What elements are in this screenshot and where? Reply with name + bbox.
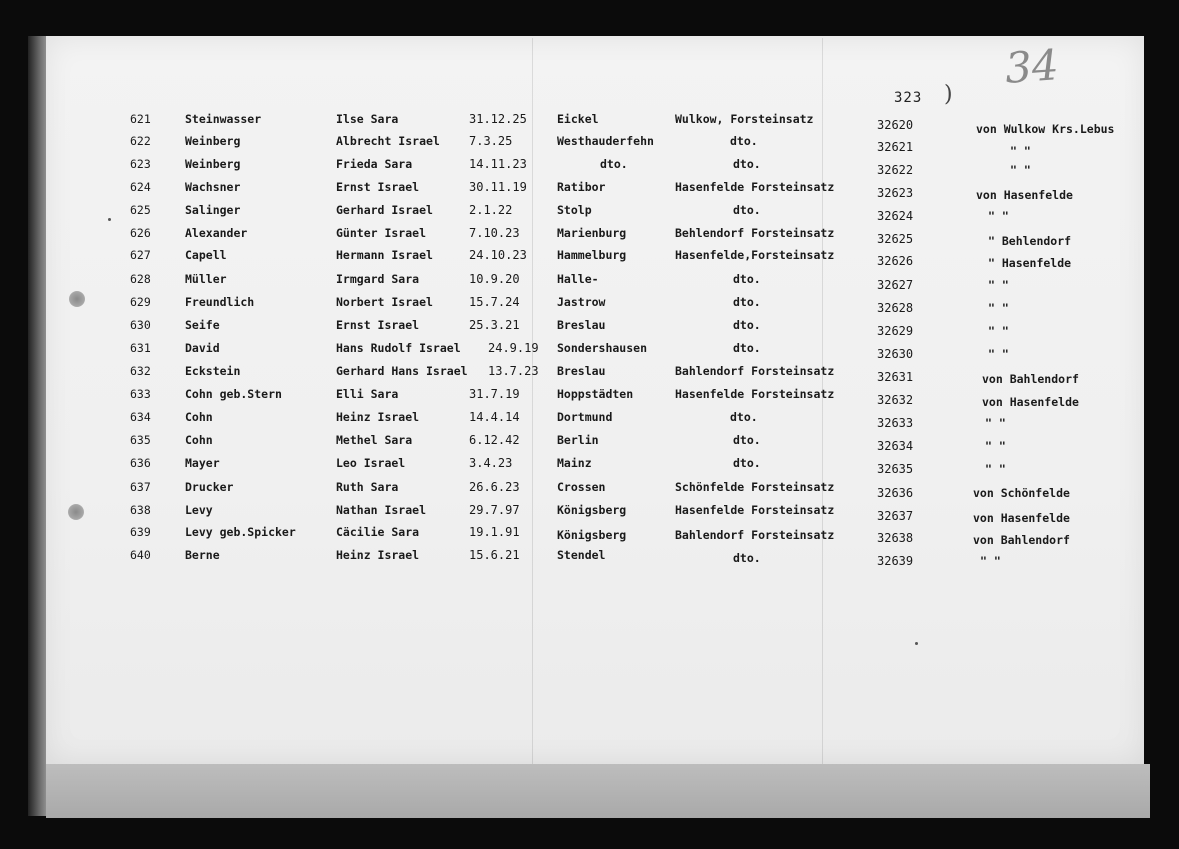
register-id: 32623 xyxy=(877,186,914,200)
birth-place: Stendel xyxy=(557,548,606,562)
origin-note: " " xyxy=(985,462,1006,476)
surname: Capell xyxy=(185,248,227,262)
birth-place: Königsberg xyxy=(557,503,627,517)
birth-place: Ratibor xyxy=(557,180,606,194)
surname: Müller xyxy=(185,272,227,286)
origin-note: von Hasenfelde xyxy=(973,511,1070,525)
table-row xyxy=(0,433,1179,455)
table-row xyxy=(0,410,1179,432)
origin-note: von Bahlendorf xyxy=(982,372,1079,386)
origin-note: " " xyxy=(988,209,1009,223)
surname: Levy xyxy=(185,503,213,517)
row-number: 629 xyxy=(130,295,151,309)
birth-place: Hammelburg xyxy=(557,248,627,262)
origin-note: von Schönfelde xyxy=(973,486,1070,500)
row-number: 634 xyxy=(130,410,151,424)
birth-place: Eickel xyxy=(557,112,599,126)
register-id: 32639 xyxy=(877,554,914,568)
surname: Mayer xyxy=(185,456,220,470)
register-id: 32631 xyxy=(877,370,914,384)
register-id: 32634 xyxy=(877,439,914,453)
origin-note: von Wulkow Krs.Lebus xyxy=(976,122,1115,136)
table-row xyxy=(0,203,1179,225)
birth-date: 31.7.19 xyxy=(469,387,520,401)
surname: Seife xyxy=(185,318,220,332)
origin-note: von Hasenfelde xyxy=(976,188,1073,202)
origin-note: " " xyxy=(988,347,1009,361)
table-row xyxy=(0,295,1179,317)
table-row xyxy=(0,456,1179,478)
row-number: 625 xyxy=(130,203,151,217)
birth-date: 29.7.97 xyxy=(469,503,520,517)
table-row xyxy=(0,525,1179,547)
surname: Cohn xyxy=(185,433,213,447)
register-id: 32625 xyxy=(877,232,914,246)
given-name: Cäcilie Sara xyxy=(336,525,420,539)
assignment: dto. xyxy=(733,341,761,355)
origin-note: " Behlendorf xyxy=(988,234,1072,248)
handwritten-number: 34 xyxy=(1003,40,1061,93)
assignment: dto. xyxy=(733,295,761,309)
birth-date: 3.4.23 xyxy=(469,456,513,470)
assignment: Bahlendorf Forsteinsatz xyxy=(675,364,835,378)
given-name: Hermann Israel xyxy=(336,248,433,262)
surname: Cohn xyxy=(185,410,213,424)
surname: Levy geb.Spicker xyxy=(185,525,296,539)
birth-place: Sondershausen xyxy=(557,341,648,355)
assignment: dto. xyxy=(733,456,761,470)
surname: Cohn geb.Stern xyxy=(185,387,282,401)
table-row xyxy=(0,248,1179,270)
row-number: 623 xyxy=(130,157,151,171)
birth-date: 26.6.23 xyxy=(469,480,520,494)
origin-note: " " xyxy=(988,301,1009,315)
register-id: 32627 xyxy=(877,278,914,292)
origin-note: " " xyxy=(1010,163,1031,177)
row-number: 640 xyxy=(130,548,151,562)
register-id: 32628 xyxy=(877,301,914,315)
assignment: dto. xyxy=(733,433,761,447)
birth-place: Breslau xyxy=(557,364,606,378)
given-name: Norbert Israel xyxy=(336,295,433,309)
given-name: Günter Israel xyxy=(336,226,427,240)
birth-place: Marienburg xyxy=(557,226,627,240)
birth-date: 14.11.23 xyxy=(469,157,527,171)
given-name: Leo Israel xyxy=(336,456,406,470)
given-name: Gerhard Hans Israel xyxy=(336,364,468,378)
birth-date: 10.9.20 xyxy=(469,272,520,286)
table-row xyxy=(0,503,1179,525)
row-number: 633 xyxy=(130,387,151,401)
row-number: 632 xyxy=(130,364,151,378)
origin-note: " Hasenfelde xyxy=(988,256,1072,270)
origin-note: " " xyxy=(1010,144,1031,158)
surname: Eckstein xyxy=(185,364,241,378)
birth-place: Stolp xyxy=(557,203,592,217)
table-row xyxy=(0,548,1179,570)
origin-note: " " xyxy=(985,416,1006,430)
register-id: 32622 xyxy=(877,163,914,177)
table-row xyxy=(0,341,1179,363)
surname: David xyxy=(185,341,220,355)
row-number: 638 xyxy=(130,503,151,517)
birth-place: Crossen xyxy=(557,480,606,494)
surname: Freundlich xyxy=(185,295,255,309)
given-name: Hans Rudolf Israel xyxy=(336,341,461,355)
birth-place: Hoppstädten xyxy=(557,387,634,401)
assignment: dto. xyxy=(733,157,761,171)
birth-date: 15.6.21 xyxy=(469,548,520,562)
row-number: 624 xyxy=(130,180,151,194)
birth-date: 24.9.19 xyxy=(488,341,539,355)
surname: Alexander xyxy=(185,226,248,240)
register-id: 32636 xyxy=(877,486,914,500)
birth-place: Dortmund xyxy=(557,410,613,424)
surname: Weinberg xyxy=(185,134,241,148)
register-id: 32635 xyxy=(877,462,914,476)
register-id: 32637 xyxy=(877,509,914,523)
surname: Wachsner xyxy=(185,180,241,194)
birth-place: Berlin xyxy=(557,433,599,447)
table-row xyxy=(0,180,1179,202)
given-name: Gerhard Israel xyxy=(336,203,433,217)
page-number: 323 xyxy=(894,90,923,106)
assignment: Hasenfelde Forsteinsatz xyxy=(675,180,835,194)
birth-place: Westhauderfehn xyxy=(557,134,654,148)
birth-place: Halle- xyxy=(557,272,599,286)
row-number: 626 xyxy=(130,226,151,240)
row-number: 635 xyxy=(130,433,151,447)
row-number: 637 xyxy=(130,480,151,494)
row-number: 631 xyxy=(130,341,151,355)
row-number: 627 xyxy=(130,248,151,262)
surname: Steinwasser xyxy=(185,112,262,126)
assignment: Hasenfelde Forsteinsatz xyxy=(675,503,835,517)
origin-note: " " xyxy=(980,554,1001,568)
dust-speck xyxy=(915,642,918,645)
surname: Weinberg xyxy=(185,157,241,171)
given-name: Elli Sara xyxy=(336,387,399,401)
table-row xyxy=(0,157,1179,179)
row-number: 628 xyxy=(130,272,151,286)
given-name: Ernst Israel xyxy=(336,318,420,332)
birth-date: 6.12.42 xyxy=(469,433,520,447)
assignment: dto. xyxy=(730,410,758,424)
birth-place: Mainz xyxy=(557,456,592,470)
assignment: dto. xyxy=(733,318,761,332)
birth-date: 24.10.23 xyxy=(469,248,527,262)
birth-place: Breslau xyxy=(557,318,606,332)
table-row xyxy=(0,112,1179,134)
page-bottom-edge xyxy=(46,764,1150,818)
assignment: Bahlendorf Forsteinsatz xyxy=(675,528,835,542)
assignment: dto. xyxy=(733,203,761,217)
row-number: 622 xyxy=(130,134,151,148)
origin-note: von Hasenfelde xyxy=(982,395,1079,409)
assignment: Hasenfelde,Forsteinsatz xyxy=(675,248,835,262)
register-id: 32626 xyxy=(877,254,914,268)
origin-note: " " xyxy=(988,324,1009,338)
given-name: Albrecht Israel xyxy=(336,134,440,148)
assignment: dto. xyxy=(733,272,761,286)
birth-date: 7.10.23 xyxy=(469,226,520,240)
register-id: 32638 xyxy=(877,531,914,545)
table-row xyxy=(0,364,1179,386)
given-name: Nathan Israel xyxy=(336,503,427,517)
given-name: Ilse Sara xyxy=(336,112,399,126)
birth-date: 13.7.23 xyxy=(488,364,539,378)
register-id: 32621 xyxy=(877,140,914,154)
assignment: Hasenfelde Forsteinsatz xyxy=(675,387,835,401)
given-name: Heinz Israel xyxy=(336,410,420,424)
surname: Salinger xyxy=(185,203,241,217)
origin-note: " " xyxy=(985,439,1006,453)
given-name: Heinz Israel xyxy=(336,548,420,562)
register-id: 32632 xyxy=(877,393,914,407)
handwritten-mark: ) xyxy=(944,82,953,107)
given-name: Ernst Israel xyxy=(336,180,420,194)
row-number: 639 xyxy=(130,525,151,539)
register-id: 32629 xyxy=(877,324,914,338)
row-number: 630 xyxy=(130,318,151,332)
table-row xyxy=(0,272,1179,294)
register-id: 32630 xyxy=(877,347,914,361)
surname: Drucker xyxy=(185,480,234,494)
assignment: Schönfelde Forsteinsatz xyxy=(675,480,835,494)
birth-date: 2.1.22 xyxy=(469,203,513,217)
birth-place: dto. xyxy=(600,157,628,171)
table-row xyxy=(0,387,1179,409)
register-id: 32620 xyxy=(877,118,914,132)
register-id: 32624 xyxy=(877,209,914,223)
birth-date: 15.7.24 xyxy=(469,295,520,309)
assignment: Wulkow, Forsteinsatz xyxy=(675,112,814,126)
birth-place: Jastrow xyxy=(557,295,606,309)
surname: Berne xyxy=(185,548,220,562)
assignment: Behlendorf Forsteinsatz xyxy=(675,226,835,240)
birth-date: 7.3.25 xyxy=(469,134,513,148)
given-name: Frieda Sara xyxy=(336,157,413,171)
row-number: 636 xyxy=(130,456,151,470)
table-row xyxy=(0,134,1179,156)
table-row xyxy=(0,318,1179,340)
assignment: dto. xyxy=(730,134,758,148)
row-number: 621 xyxy=(130,112,151,126)
birth-date: 19.1.91 xyxy=(469,525,520,539)
origin-note: von Bahlendorf xyxy=(973,533,1070,547)
birth-date: 31.12.25 xyxy=(469,112,527,126)
given-name: Methel Sara xyxy=(336,433,413,447)
birth-date: 25.3.21 xyxy=(469,318,520,332)
given-name: Ruth Sara xyxy=(336,480,399,494)
birth-place: Königsberg xyxy=(557,528,627,542)
origin-note: " " xyxy=(988,278,1009,292)
assignment: dto. xyxy=(733,551,761,565)
given-name: Irmgard Sara xyxy=(336,272,420,286)
birth-date: 14.4.14 xyxy=(469,410,520,424)
register-id: 32633 xyxy=(877,416,914,430)
table-row xyxy=(0,480,1179,502)
table-row xyxy=(0,226,1179,248)
birth-date: 30.11.19 xyxy=(469,180,527,194)
